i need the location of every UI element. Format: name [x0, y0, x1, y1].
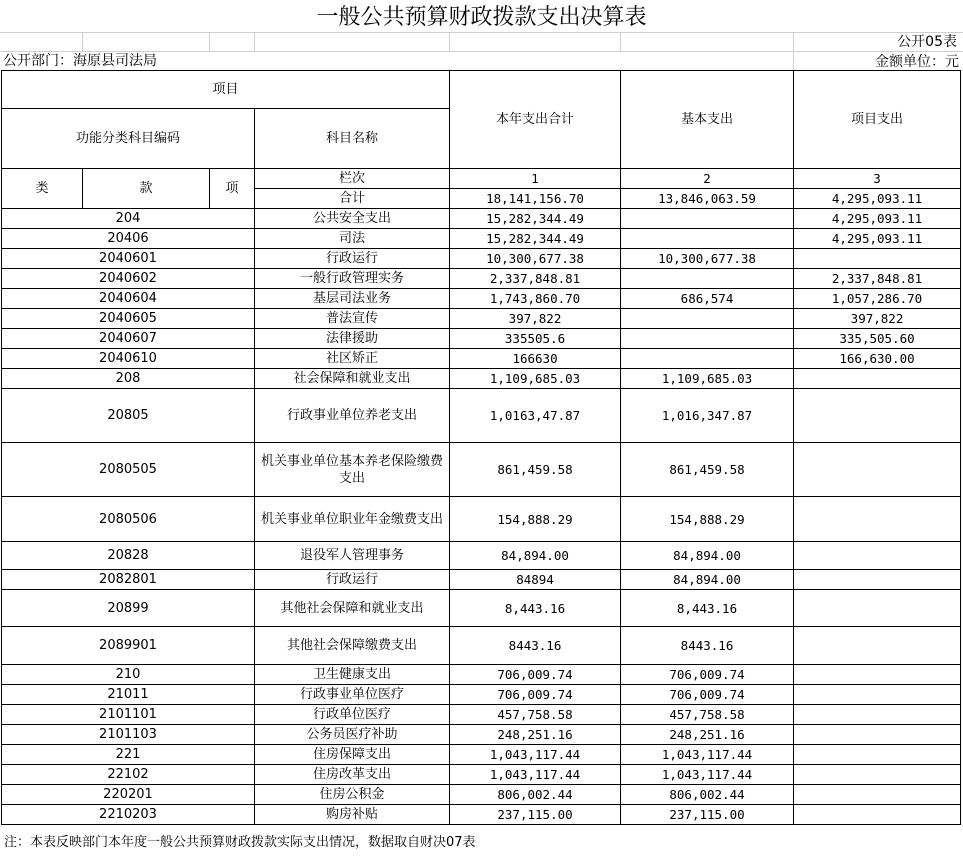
row-name: 合计 — [255, 189, 450, 209]
row-project — [794, 765, 961, 785]
row-name: 行政事业单位医疗 — [255, 685, 450, 705]
row-total: 8443.16 — [450, 627, 621, 665]
row-code: 208 — [2, 369, 255, 389]
table-row — [2, 542, 961, 570]
row-name: 住房改革支出 — [255, 765, 450, 785]
table-row — [2, 805, 961, 825]
row-code: 20828 — [2, 542, 255, 570]
row-project — [794, 805, 961, 825]
row-project: 4,295,093.11 — [794, 189, 961, 209]
row-total: 248,251.16 — [450, 725, 621, 745]
row-name: 退役军人管理事务 — [255, 542, 450, 570]
row-name: 普法宣传 — [255, 309, 450, 329]
row-code: 2040610 — [2, 349, 255, 369]
row-basic: 706,009.74 — [621, 665, 794, 685]
grid-line — [209, 32, 210, 51]
row-code: 220201 — [2, 785, 255, 805]
row-total: 8,443.16 — [450, 590, 621, 627]
row-code: 2101103 — [2, 725, 255, 745]
row-total: 15,282,344.49 — [450, 209, 621, 229]
grid-line — [82, 32, 83, 51]
row-code: 2040604 — [2, 289, 255, 309]
project-header: 项目支出 — [794, 71, 961, 169]
row-code: 2101101 — [2, 705, 255, 725]
row-name: 机关事业单位基本养老保险缴费支出 — [255, 443, 450, 497]
column-number: 2 — [621, 169, 794, 189]
row-basic: 8443.16 — [621, 627, 794, 665]
row-name: 基层司法业务 — [255, 289, 450, 309]
table-row — [2, 745, 961, 765]
table-row — [2, 329, 961, 349]
row-total: 1,743,860.70 — [450, 289, 621, 309]
row-name: 司法 — [255, 229, 450, 249]
table-row — [2, 349, 961, 369]
row-total: 861,459.58 — [450, 443, 621, 497]
table-row — [2, 209, 961, 229]
row-basic: 706,009.74 — [621, 685, 794, 705]
header-row — [2, 169, 961, 189]
row-total: 84,894.00 — [450, 542, 621, 570]
row-project: 335,505.60 — [794, 329, 961, 349]
row-code: 2040601 — [2, 249, 255, 269]
table-row — [2, 705, 961, 725]
row-project: 2,337,848.81 — [794, 269, 961, 289]
table-row — [2, 497, 961, 542]
row-basic: 237,115.00 — [621, 805, 794, 825]
footnote: 注：本表反映部门本年度一般公共预算财政拨款实际支出情况，数据取自财决07表 — [4, 835, 476, 850]
row-code: 2040607 — [2, 329, 255, 349]
table-row — [2, 785, 961, 805]
table-row — [2, 369, 961, 389]
page-title: 一般公共预算财政拨款支出决算表 — [316, 5, 647, 30]
row-name: 法律援助 — [255, 329, 450, 349]
row-name: 购房补贴 — [255, 805, 450, 825]
row-project: 1,057,286.70 — [794, 289, 961, 309]
row-project — [794, 249, 961, 269]
row-basic: 84,894.00 — [621, 542, 794, 570]
row-project: 4,295,093.11 — [794, 229, 961, 249]
row-basic: 13,846,063.59 — [621, 189, 794, 209]
row-name: 行政单位医疗 — [255, 705, 450, 725]
row-project — [794, 570, 961, 590]
row-name: 一般行政管理实务 — [255, 269, 450, 289]
row-basic: 248,251.16 — [621, 725, 794, 745]
table-row — [2, 590, 961, 627]
item-header: 项目 — [2, 71, 450, 109]
row-project: 397,822 — [794, 309, 961, 329]
row-basic — [621, 329, 794, 349]
grid-line — [254, 32, 255, 51]
row-project — [794, 725, 961, 745]
row-basic — [621, 229, 794, 249]
row-basic: 154,888.29 — [621, 497, 794, 542]
row-name: 其他社会保障缴费支出 — [255, 627, 450, 665]
row-code: 2040605 — [2, 309, 255, 329]
row-basic: 1,043,117.44 — [621, 765, 794, 785]
row-code: 21011 — [2, 685, 255, 705]
row-name: 公共安全支出 — [255, 209, 450, 229]
row-total: 1,043,117.44 — [450, 765, 621, 785]
row-project — [794, 685, 961, 705]
table-row — [2, 570, 961, 590]
row-total: 457,758.58 — [450, 705, 621, 725]
column-number: 1 — [450, 169, 621, 189]
lanci-label: 栏次 — [255, 169, 450, 189]
table-row — [2, 685, 961, 705]
table-row — [2, 249, 961, 269]
department-label: 公开部门：海原县司法局 — [3, 53, 157, 69]
grid-line — [449, 32, 450, 51]
row-project — [794, 665, 961, 685]
row-project — [794, 542, 961, 570]
row-basic: 806,002.44 — [621, 785, 794, 805]
row-project — [794, 497, 961, 542]
code-header: 功能分类科目编码 — [2, 109, 255, 169]
row-name: 行政事业单位养老支出 — [255, 389, 450, 443]
table-row — [2, 765, 961, 785]
lei-header: 类 — [2, 169, 83, 209]
table-row — [2, 289, 961, 309]
row-code: 20805 — [2, 389, 255, 443]
expenditure-table — [1, 70, 961, 825]
table-row — [2, 389, 961, 443]
row-name: 行政运行 — [255, 570, 450, 590]
unit-label: 金额单位：元 — [875, 54, 959, 70]
row-total: 1,043,117.44 — [450, 745, 621, 765]
header-row — [2, 71, 961, 109]
row-project — [794, 590, 961, 627]
row-total: 806,002.44 — [450, 785, 621, 805]
row-code: 210 — [2, 665, 255, 685]
table-row — [2, 309, 961, 329]
row-basic: 457,758.58 — [621, 705, 794, 725]
row-code: 22102 — [2, 765, 255, 785]
row-total: 237,115.00 — [450, 805, 621, 825]
row-project: 4,295,093.11 — [794, 209, 961, 229]
row-name: 机关事业单位职业年金缴费支出 — [255, 497, 450, 542]
row-name: 公务员医疗补助 — [255, 725, 450, 745]
row-basic: 1,043,117.44 — [621, 745, 794, 765]
row-total: 84894 — [450, 570, 621, 590]
row-total: 397,822 — [450, 309, 621, 329]
grid-line — [620, 32, 621, 51]
column-number: 3 — [794, 169, 961, 189]
row-project — [794, 627, 961, 665]
row-basic: 1,016,347.87 — [621, 389, 794, 443]
row-name: 住房公积金 — [255, 785, 450, 805]
row-basic: 686,574 — [621, 289, 794, 309]
name-header: 科目名称 — [255, 109, 450, 169]
row-code: 2080506 — [2, 497, 255, 542]
table-row — [2, 269, 961, 289]
row-total: 706,009.74 — [450, 665, 621, 685]
grid-line — [793, 32, 794, 70]
row-code: 20406 — [2, 229, 255, 249]
row-project — [794, 369, 961, 389]
table-row — [2, 443, 961, 497]
row-name: 社区矫正 — [255, 349, 450, 369]
row-name: 住房保障支出 — [255, 745, 450, 765]
row-name: 行政运行 — [255, 249, 450, 269]
row-name: 其他社会保障和就业支出 — [255, 590, 450, 627]
row-basic — [621, 209, 794, 229]
row-basic: 8,443.16 — [621, 590, 794, 627]
table-row — [2, 627, 961, 665]
row-code: 20899 — [2, 590, 255, 627]
row-project — [794, 443, 961, 497]
row-basic — [621, 309, 794, 329]
total-header: 本年支出合计 — [450, 71, 621, 169]
row-project — [794, 705, 961, 725]
row-code: 221 — [2, 745, 255, 765]
row-code: 2040602 — [2, 269, 255, 289]
row-total: 706,009.74 — [450, 685, 621, 705]
row-basic: 10,300,677.38 — [621, 249, 794, 269]
row-project: 166,630.00 — [794, 349, 961, 369]
row-total: 18,141,156.70 — [450, 189, 621, 209]
row-total: 1,0163,47.87 — [450, 389, 621, 443]
row-project — [794, 389, 961, 443]
row-name: 社会保障和就业支出 — [255, 369, 450, 389]
grid-line — [0, 32, 963, 33]
row-project — [794, 785, 961, 805]
row-code: 2080505 — [2, 443, 255, 497]
xiang-header: 项 — [210, 169, 255, 209]
row-code: 204 — [2, 209, 255, 229]
row-basic — [621, 349, 794, 369]
row-total: 166630 — [450, 349, 621, 369]
row-code: 2089901 — [2, 627, 255, 665]
row-name: 卫生健康支出 — [255, 665, 450, 685]
row-basic: 1,109,685.03 — [621, 369, 794, 389]
row-code: 2082801 — [2, 570, 255, 590]
row-project — [794, 745, 961, 765]
row-code: 2210203 — [2, 805, 255, 825]
table-row — [2, 725, 961, 745]
table-row — [2, 229, 961, 249]
row-total: 154,888.29 — [450, 497, 621, 542]
row-total: 2,337,848.81 — [450, 269, 621, 289]
form-number: 公开05表 — [897, 34, 957, 50]
kuan-header: 款 — [83, 169, 210, 209]
row-basic: 861,459.58 — [621, 443, 794, 497]
basic-header: 基本支出 — [621, 71, 794, 169]
row-total: 335505.6 — [450, 329, 621, 349]
row-basic: 84,894.00 — [621, 570, 794, 590]
row-total: 10,300,677.38 — [450, 249, 621, 269]
row-total: 15,282,344.49 — [450, 229, 621, 249]
row-total: 1,109,685.03 — [450, 369, 621, 389]
row-basic — [621, 269, 794, 289]
table-row — [2, 665, 961, 685]
